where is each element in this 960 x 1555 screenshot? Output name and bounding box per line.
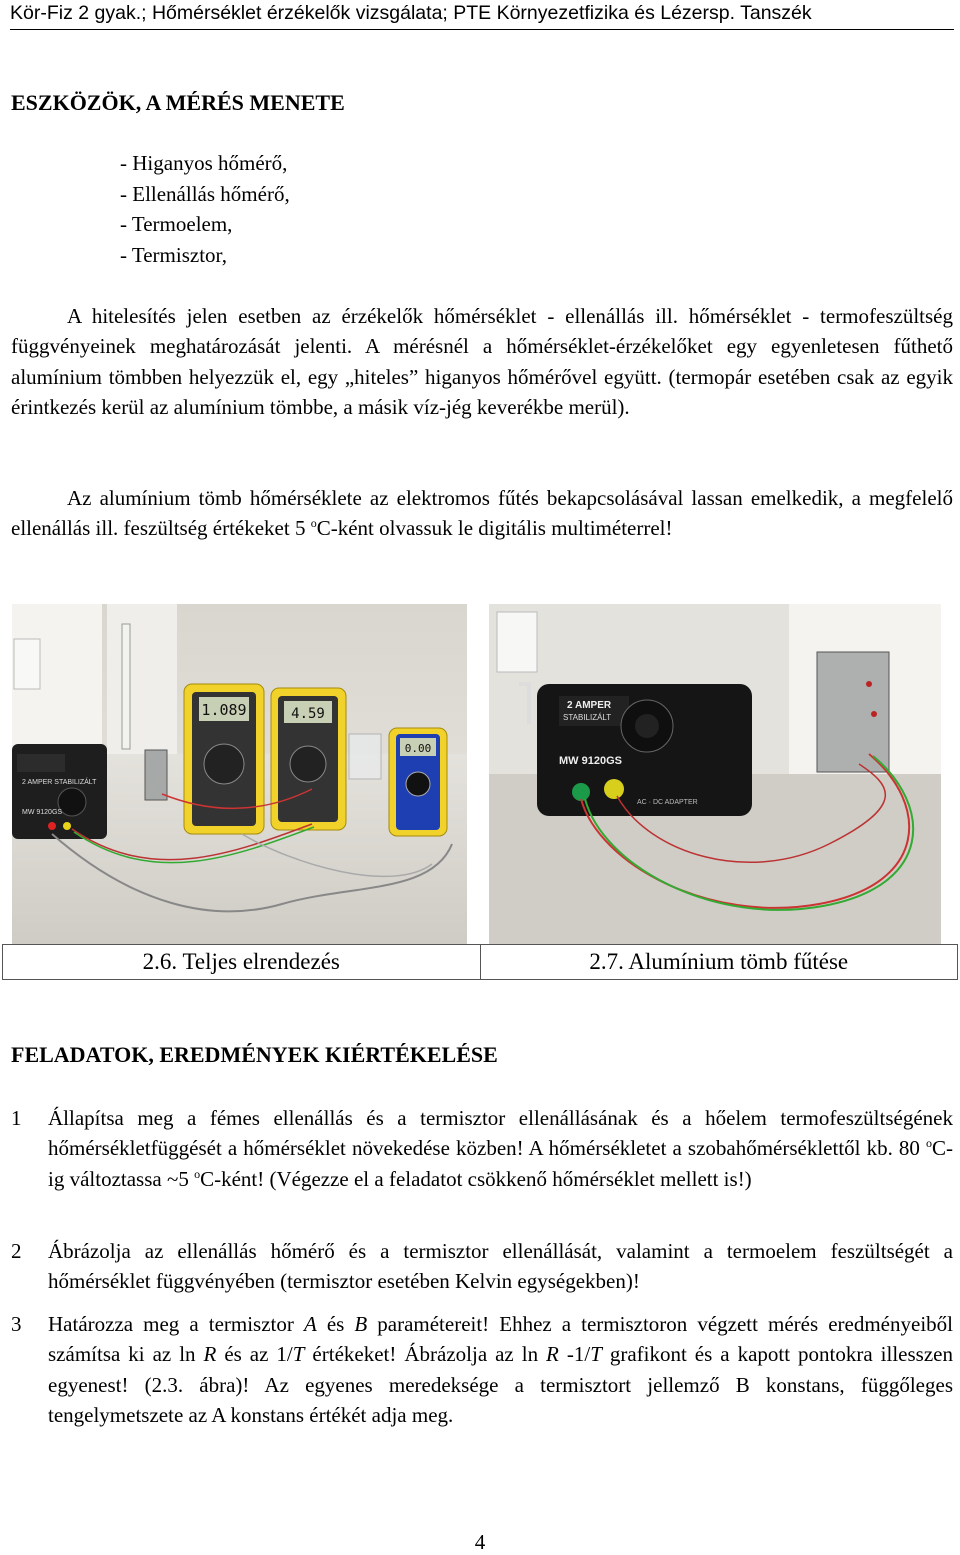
psu-right-model: MW 9120GS xyxy=(559,755,622,767)
psu-right-label: 2 AMPER xyxy=(567,700,612,711)
symbol-r: R xyxy=(203,1342,217,1367)
meter1-display: 1.089 xyxy=(201,701,247,719)
list-item: - Termoelem, xyxy=(120,212,233,236)
task-2 xyxy=(11,1236,953,1297)
list-item: - Termisztor, xyxy=(120,242,227,267)
symbol-t: T xyxy=(292,1342,305,1367)
paragraph-heating-part-a: Az alumínium tömb hőmérséklete az elektromos fűtés bekapcsolásával lassan emelkedik, a megfelelő ellenállás ill. feszültség értékeket 5 xyxy=(11,486,953,541)
list-item: - Ellenállás hőmérő, xyxy=(120,181,290,206)
task-3-text: grafikont és a kapott pontokra illesszen egyenest! (2.3. ábra)! Az egyenes meredeksége a termisztort jellemző B konstans, függőleges tengelymetszete az A konstans értékét adja meg. xyxy=(48,1342,953,1428)
symbol-t: T xyxy=(590,1342,602,1367)
task-3-text: paramétereit! Ehhez a termisztoron végzett mérés eredményeiből számítsa ki az ln xyxy=(48,1312,953,1367)
degree-sup: o xyxy=(926,1136,932,1151)
degree-sup: o xyxy=(194,1166,201,1181)
task-3-text: -1/ xyxy=(558,1342,591,1367)
header-rule xyxy=(10,29,954,30)
list-item: - Higanyos hőmérő, xyxy=(120,151,288,175)
task-1 xyxy=(11,1103,953,1194)
task-3-text: Határozza meg a termisztor xyxy=(48,1312,304,1336)
task-1-text-c: C-ként! (Végezze el a feladatot csökkenő hőmérséklet mellett is!) xyxy=(200,1166,752,1191)
task-number: 1 xyxy=(11,1106,22,1130)
page-number: 4 xyxy=(474,1530,486,1554)
task-1-text-a: Állapítsa meg a fémes ellenállás és a termisztor ellenállásának és a hőelem termofeszültségének hőmérsékletfüggését a hőmérséklet növekedése közben! A hőmérsékletet a szobahőmérséklettől kb. 80 xyxy=(48,1106,953,1161)
task-number: 2 xyxy=(11,1239,22,1263)
task-2-text: Ábrázolja az ellenállás hőmérő és a termisztor ellenállását, valamint a termoelem feszültségét a hőmérséklet függvényében (termisztor esetében Kelvin egységekben)! xyxy=(48,1239,953,1294)
photo-aluminium-heating xyxy=(489,604,941,944)
task-1-text-b: C-ig változtassa ~5 xyxy=(48,1136,953,1191)
caption-figure-2-7: 2.7. Alumínium tömb fűtése xyxy=(480,945,958,979)
psu-left-model: MW 9120GS xyxy=(22,809,63,816)
paragraph-heating xyxy=(11,483,953,544)
degree-sup: o xyxy=(310,516,317,531)
section-title-tasks: FELADATOK, EREDMÉNYEK KIÉRTÉKELÉSE xyxy=(11,1042,498,1067)
task-3-text: és az 1/ xyxy=(216,1342,293,1367)
param-b: B xyxy=(354,1312,368,1336)
meter2-display: 4.59 xyxy=(291,706,325,722)
task-3-text: és xyxy=(316,1312,355,1336)
section-title-equipment: ESZKÖZÖK, A MÉRÉS MENETE xyxy=(11,90,345,115)
photo-full-setup-drawing xyxy=(12,604,467,944)
param-a: A xyxy=(303,1312,317,1336)
meter3-display: 0.00 xyxy=(404,742,432,755)
psu-right-adapter-label: AC · DC ADAPTER xyxy=(637,799,698,806)
running-header: Kör-Fiz 2 gyak.; Hőmérséklet érzékelők vizsgálata; PTE Környezetfizika és Lézersp. Tanszék xyxy=(10,2,812,24)
figure-captions xyxy=(2,944,958,980)
equipment-list xyxy=(120,148,290,270)
task-number: 3 xyxy=(11,1312,22,1336)
task-3-text: értékeket! Ábrázolja az ln xyxy=(304,1342,547,1367)
photo-aluminium-heating-drawing xyxy=(489,604,941,944)
paragraph-calibration: A hitelesítés jelen esetben az érzékelők hőmérséklet - ellenállás ill. hőmérséklet - termofeszültség függvényeinek meghatározását jelenti. A mérésnél a hőmérséklet-érzékelőket egy egyenletesen fűthető alumínium tömbben helyezzük el, egy „hiteles” higanyos hőmérővel együtt. (termopár esetében csak az egyik érintkezés kerül az alumínium tömbbe, a másik víz-jég keverékbe merül). xyxy=(11,304,953,420)
caption-figure-2-6: 2.6. Teljes elrendezés xyxy=(142,949,340,974)
photo-full-setup xyxy=(12,604,467,944)
paragraph-heating-part-b: C-ként olvassuk le digitális multiméterrel! xyxy=(316,516,673,541)
psu-right-sublabel: STABILIZÁLT xyxy=(563,713,612,722)
symbol-r: R xyxy=(546,1342,559,1367)
psu-left-label: 2 AMPER STABILIZÁLT xyxy=(22,779,97,786)
task-3 xyxy=(11,1309,953,1431)
